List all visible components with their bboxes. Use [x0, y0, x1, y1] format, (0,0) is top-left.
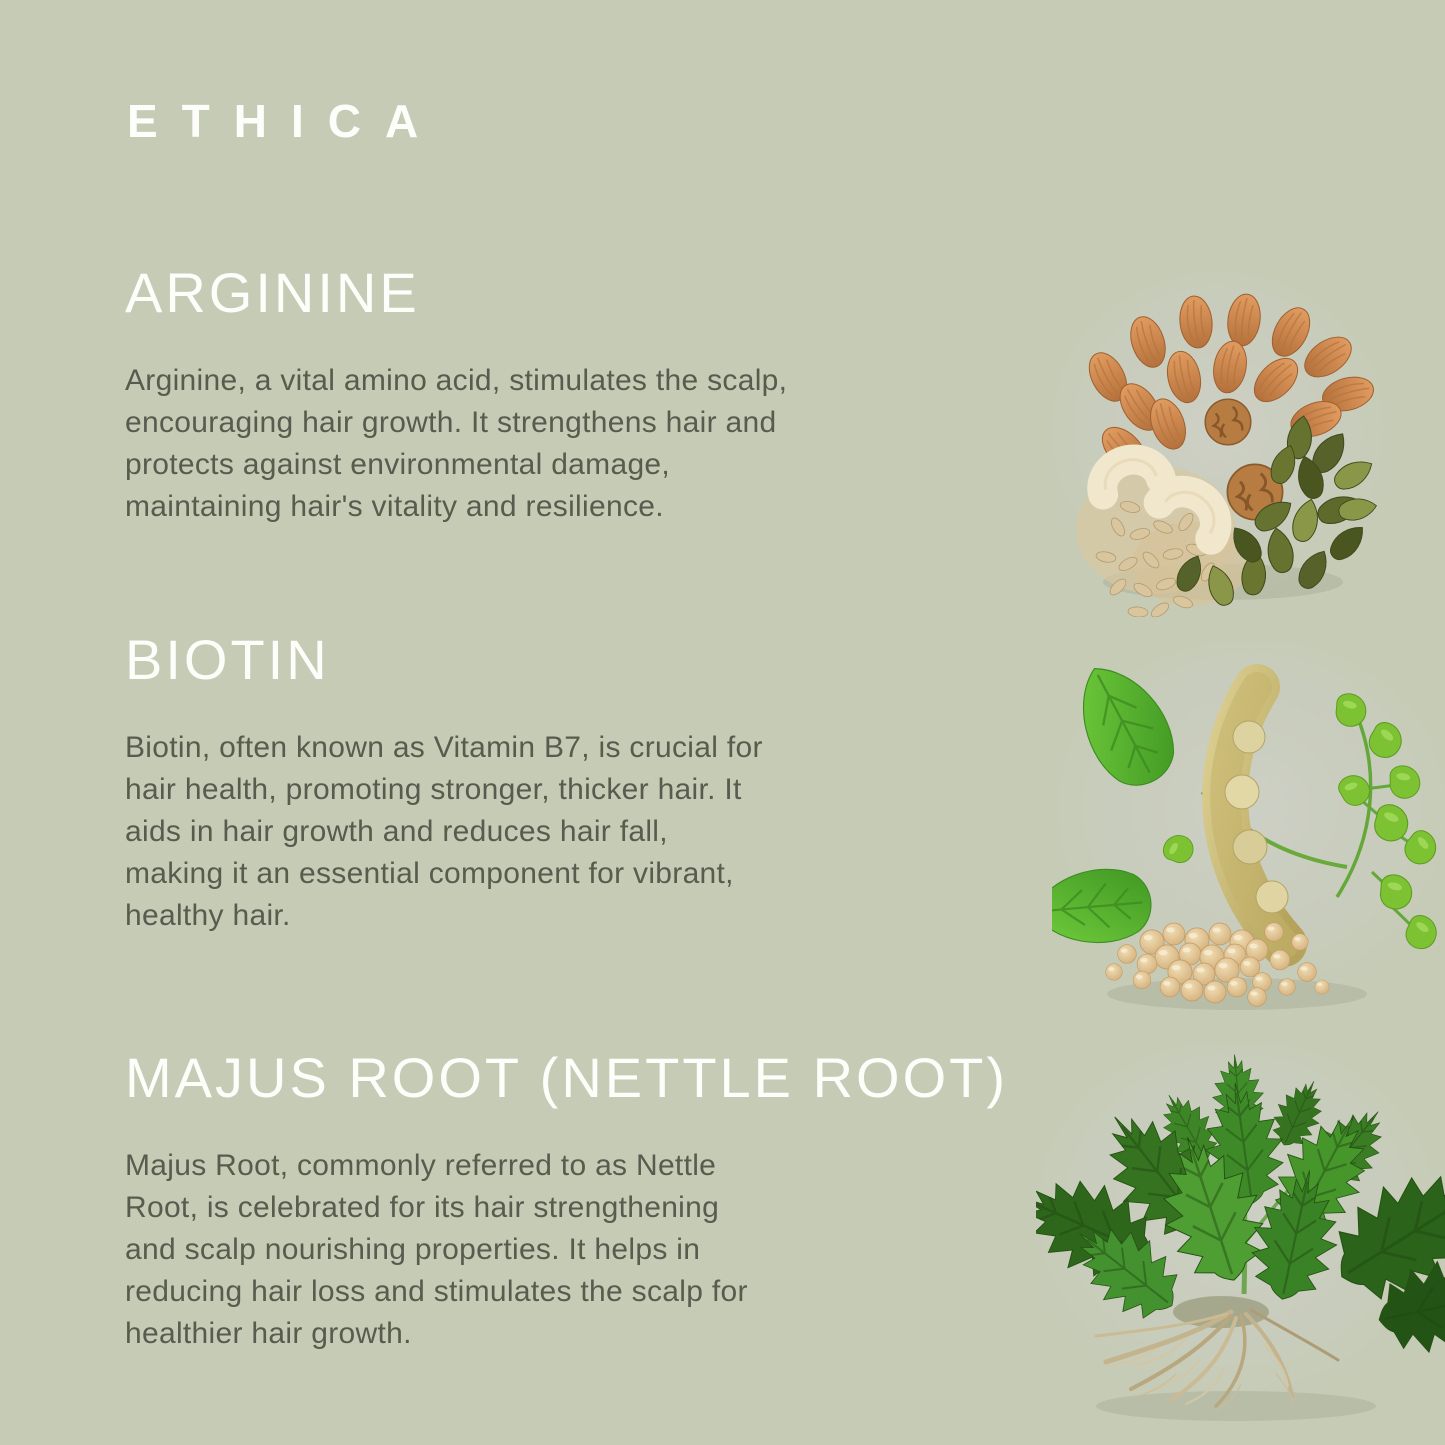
body-line: aids in hair growth and reduces hair fall, — [125, 815, 668, 848]
body-line: Majus Root, commonly referred to as Nettle — [125, 1149, 717, 1182]
soybeans-pod-leaves-image — [1052, 642, 1445, 1022]
body-line: protects against environmental damage, — [125, 448, 671, 481]
body-line: maintaining hair's vitality and resilience. — [125, 490, 664, 523]
majus-root-description — [125, 1145, 1025, 1355]
majus-root-heading: MAJUS ROOT (NETTLE ROOT) — [125, 1046, 1008, 1109]
arginine-heading: ARGININE — [125, 261, 420, 324]
mixed-nuts-seeds-image — [1048, 272, 1388, 617]
section-majus-root — [125, 1047, 1025, 1355]
biotin-heading: BIOTIN — [125, 628, 330, 691]
body-line: making it an essential component for vibrant, — [125, 857, 734, 890]
section-arginine — [125, 262, 1025, 528]
section-biotin — [125, 629, 1025, 937]
body-line: healthy hair. — [125, 899, 291, 932]
body-line: encouraging hair growth. It strengthens hair and — [125, 406, 777, 439]
biotin-description — [125, 727, 1025, 937]
body-line: and scalp nourishing properties. It helps in — [125, 1233, 701, 1266]
nettle-plant-image — [1036, 1044, 1445, 1429]
body-line: Arginine, a vital amino acid, stimulates the scalp, — [125, 364, 788, 397]
brand-logo: ETHICA — [127, 95, 443, 147]
body-line: healthier hair growth. — [125, 1317, 412, 1350]
body-line: Biotin, often known as Vitamin B7, is crucial for — [125, 731, 763, 764]
body-line: Root, is celebrated for its hair strengthening — [125, 1191, 720, 1224]
body-line: reducing hair loss and stimulates the scalp for — [125, 1275, 748, 1308]
body-line: hair health, promoting stronger, thicker hair. It — [125, 773, 742, 806]
arginine-description — [125, 360, 1025, 528]
